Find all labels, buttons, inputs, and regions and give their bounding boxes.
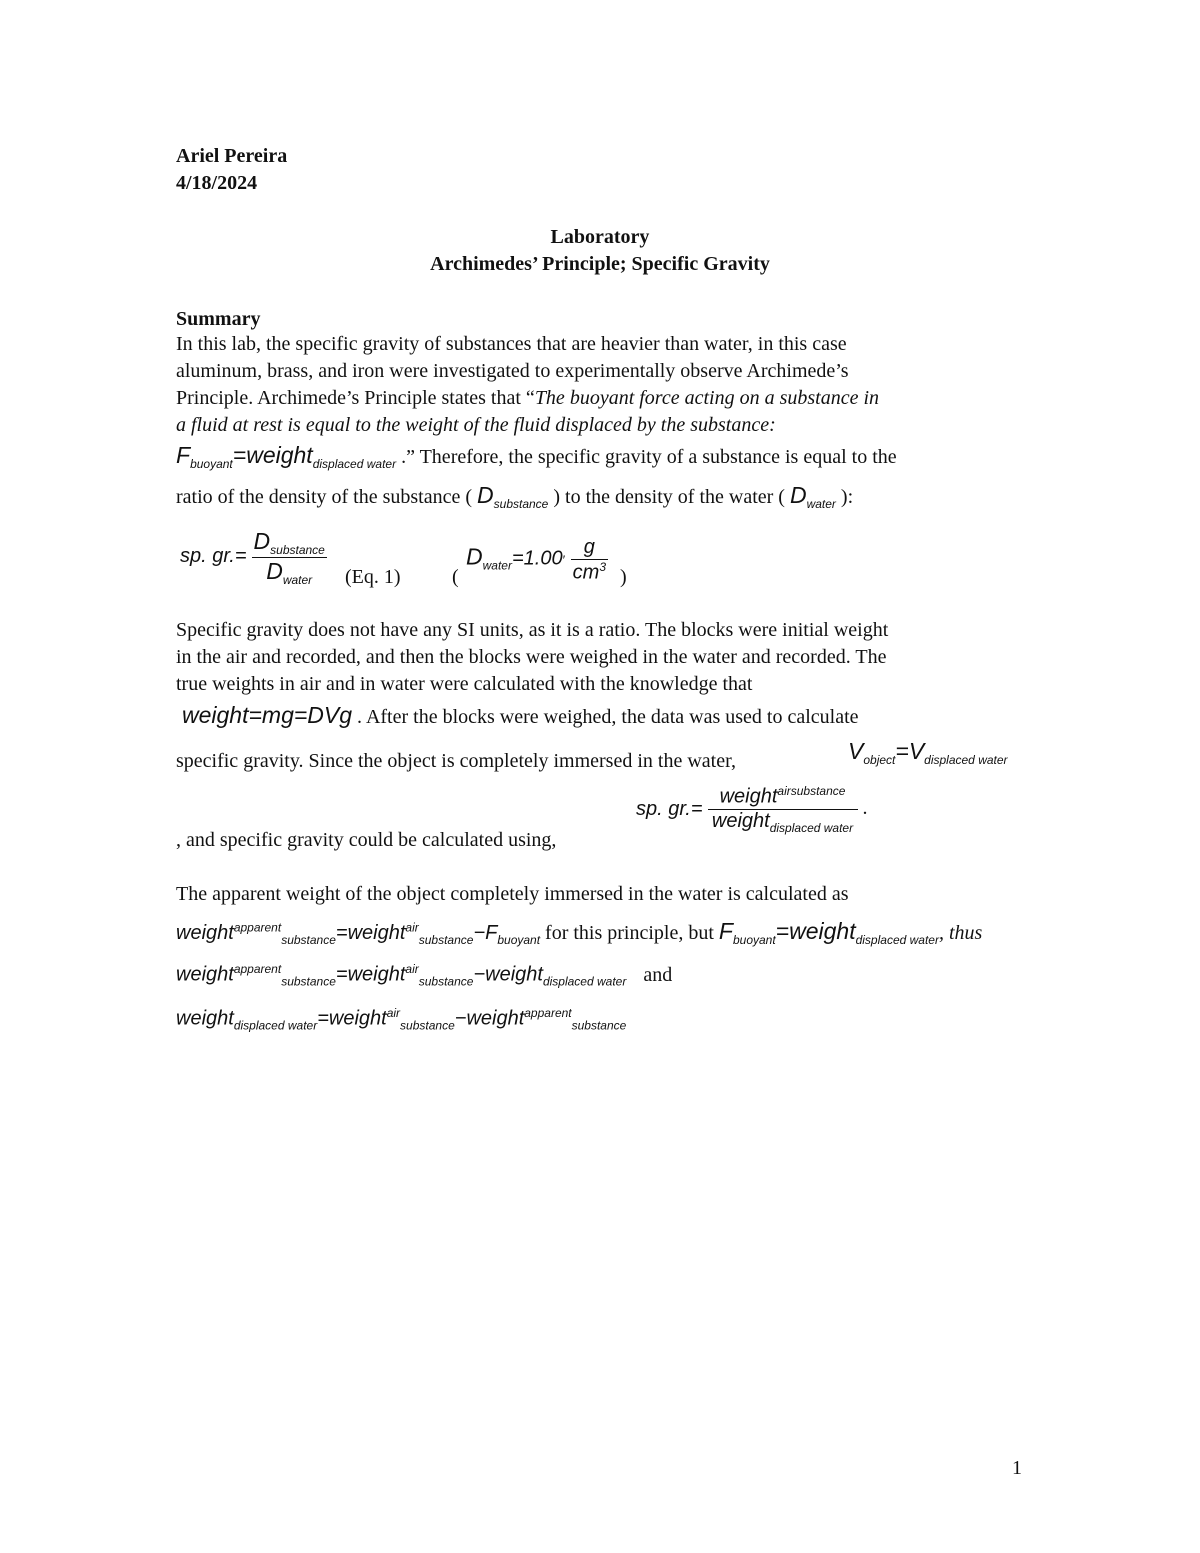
p1-line-6a: ratio of the density of the substance ( [176,486,473,508]
frac-cm: cm [572,561,600,584]
math-sub-buoyant: buoyant [190,457,233,471]
p3-line-4 [176,1006,626,1033]
p3-sup-air-2: air [405,962,419,976]
frac-sup-substance: substance [790,784,846,798]
p3-sub-substance: substance [281,933,336,947]
p3-line-2-mid: for this principle, but [545,922,714,944]
p2-line-5: specific gravity. Since the object is completely immersed in the water, [176,750,736,772]
p3-F-2: F [718,918,733,944]
p3-weight-7: weight [176,1007,234,1030]
p3-weight-3: weight [789,918,856,944]
p1-line-2: aluminum, brass, and iron were investigated to experimentally observe Archimede’s [176,360,849,382]
p3-eq-1: = [335,922,348,944]
p3-sub-buoyant: buoyant [497,933,541,947]
frac-weight-air: weight [719,785,778,808]
p3-minus: − [473,922,486,944]
p2-line-6: , and specific gravity could be calculated using, [176,829,557,851]
p1-line-4: a fluid at rest is equal to the weight of the fluid displaced by the substance: [176,414,776,436]
p1-line-3a: Principle. Archimede’s Principle states that “ [176,387,535,409]
p3-weight-1: weight [176,922,234,944]
title-line-2: Archimedes’ Principle; Specific Gravity [430,253,770,275]
math-sub-substance: substance [493,497,549,511]
p3-line-1: The apparent weight of the object completely immersed in the water is calculated as [176,883,849,905]
p3-weight-2: weight [347,922,406,944]
math-spgr-2: sp. gr.= [636,797,703,820]
math-weight: weight [246,442,313,468]
math-sub-displaced: displaced water [312,457,397,471]
title-line-1: Laboratory [550,226,650,248]
p1-line-5 [176,442,897,471]
p1-line-3b: The buoyant force acting on a substance in [534,387,880,409]
p3-sup-apparent-2: apparent [233,962,282,976]
p1-line-3 [176,387,879,410]
p3-sub-substance-4: substance [418,974,474,989]
p3-weight-4: weight [176,963,234,986]
math-water-value: =1.00 [511,547,563,570]
frac-g: g [571,536,608,560]
summary-heading: Summary [176,308,261,330]
math-F: F [176,442,191,468]
p1-line-6b: ) to the density of the water ( [553,486,785,508]
p3-sub-buoyant-2: buoyant [732,933,776,947]
math-spgr: sp. gr.= [180,545,247,568]
frac-num-D: D [253,528,271,554]
p3-eq-4: = [317,1007,329,1030]
fraction-g-cm3 [571,536,608,585]
p3-sub-displaced-2: displaced water [542,974,627,989]
p3-eq-3: = [335,963,348,986]
p3-weight-8: weight [328,1007,387,1030]
p3-minus-3: − [454,1007,467,1030]
p3-sub-substance-6: substance [571,1018,627,1033]
paren-open: ( [452,566,459,588]
p3-sup-air-3: air [386,1006,401,1020]
p3-weight-5: weight [347,963,406,986]
frac-sub-displaced: displaced water [769,820,854,835]
p3-sub-displaced-3: displaced water [233,1018,318,1033]
frac-weight-disp: weight [711,809,770,832]
eq1-label: (Eq. 1) [345,566,401,588]
p2-line-3: true weights in air and in water were calculated with the knowledge that [176,673,753,695]
p1-line-5-tail: .” Therefore, the specific gravity of a substance is equal to the [401,446,897,468]
math-V-object: V [848,738,864,764]
p3-line-2 [176,918,982,947]
frac-cm-exp: 3 [599,560,606,574]
p3-sup-apparent-3: apparent [524,1006,572,1020]
p3-sub-substance-5: substance [400,1018,455,1033]
math-D-water: D [789,482,807,508]
frac-sup-air: air [777,784,791,798]
frac-den-sub: water [282,573,313,587]
p3-sub-displaced: displaced water [855,933,939,947]
frac-num-sub: substance [270,543,325,557]
p3-weight-6: weight [485,963,543,986]
p3-weight-9: weight [466,1007,525,1030]
frac-den-D: D [266,558,283,584]
p1-line-1: In this lab, the specific gravity of substances that are heavier than water, in this case [176,333,847,355]
math-D-water-2: D [466,543,483,570]
p3-sub-substance-2: substance [418,933,474,947]
math-sub-water-2: water [482,558,512,573]
math-sub-displaced-water: displaced water [924,753,1008,767]
equation-water-density: $D_{water}=1.00'$ $\frac{g}{cm^3}$ [466,536,606,584]
p3-F: F [485,922,498,944]
p3-sub-substance-3: substance [281,974,336,989]
p3-minus-2: − [473,963,486,986]
p1-line-6 [176,482,853,511]
fraction-weights [708,784,858,835]
p3-line-3-tail: and [643,963,673,986]
equation-spgr-weight: sp. gr.= $\frac{weight^{airsubstance}}{weight_{displaced water}}$ . [636,784,868,835]
math-V-displaced: V [908,738,925,764]
p2-line-4-tail: . After the blocks were weighed, the data was used to calculate [357,706,859,728]
equation-volume [848,738,1008,767]
p1-line-6c: ): [840,486,854,508]
page-number: 1 [1012,1457,1022,1479]
p3-line-3 [176,962,672,989]
p3-eq-2: = [775,918,790,944]
math-D-sub: D [477,482,494,508]
p3-sup-apparent: apparent [233,920,282,935]
math-sub-water: water [806,497,836,511]
paren-close: ) [620,566,627,588]
equation-specific-gravity [180,528,327,587]
p3-line-2-tail: , thus [938,922,983,944]
p2-line-1: Specific gravity does not have any SI units, as it is a ratio. The blocks were initial weight [176,619,889,641]
p3-sup-air: air [405,920,419,935]
math-eq: = [232,442,247,468]
math-weight-eq: weight=mg=DVg [182,702,353,728]
date: 4/18/2024 [176,172,258,194]
math-sub-object: object [863,753,896,767]
fraction-density [252,528,327,587]
author-name: Ariel Pereira [176,145,288,167]
math-eq-v: = [895,738,909,764]
p2-line-4 [176,702,859,729]
p2-line-2: in the air and recorded, and then the blocks were weighed in the water and recorded. The [176,646,887,668]
